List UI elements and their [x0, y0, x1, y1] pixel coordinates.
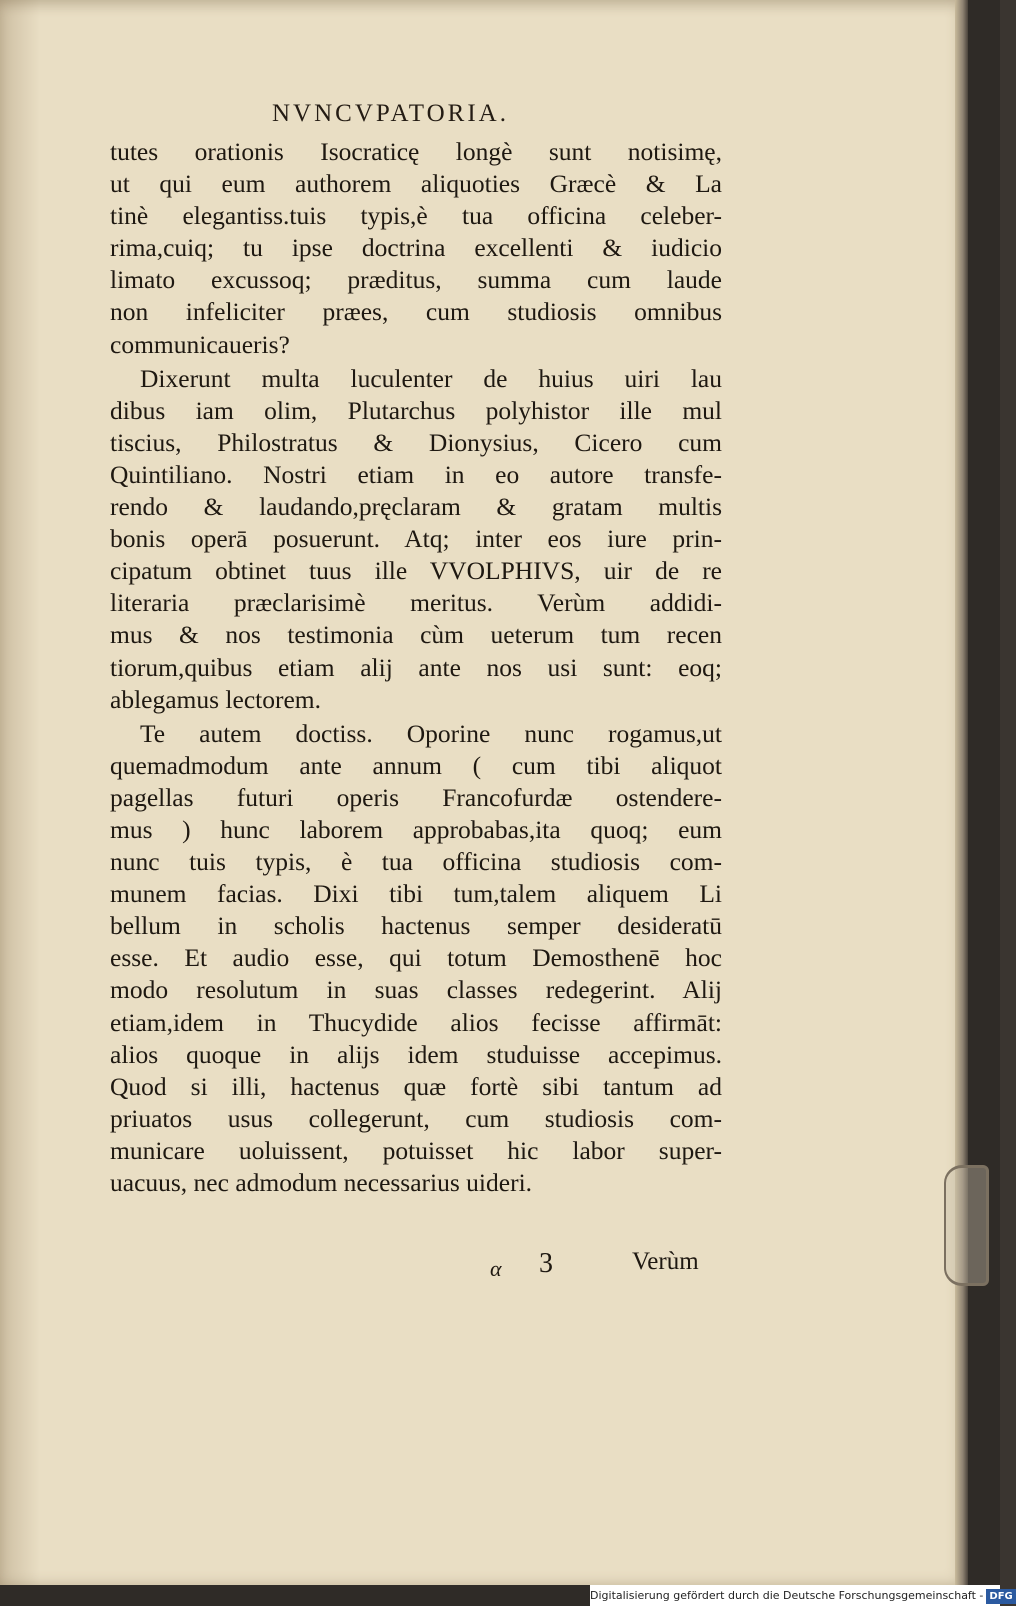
text-line: dibus iam olim, Plutarchus polyhistor ille mul — [110, 395, 722, 425]
text-line: tutes orationis Isocraticę longè sunt notisimę, — [110, 137, 722, 166]
text-line: ablegamus lectorem. — [110, 684, 321, 714]
text-line: Dixerunt multa luculenter de huius uiri lau — [140, 363, 722, 393]
running-title: NVNCVPATORIA. — [272, 100, 509, 127]
paragraph — [110, 136, 722, 361]
text-line: rendo & laudando,pręclaram & gratam multis — [110, 492, 722, 522]
text-line: nunc tuis typis, è tua officina studiosis com- — [110, 847, 722, 877]
text-line: non infeliciter præes, cum studiosis omnibus — [110, 297, 722, 327]
text-line: mus ) hunc laborem approbabas,ita quoq; eum — [110, 814, 722, 844]
text-line: esse. Et audio esse, qui totum Demosthenē hoc — [110, 943, 722, 973]
text-line: etiam,idem in Thucydide alios fecisse affirmāt: — [110, 1007, 722, 1037]
text-line: tiscius, Philostratus & Dionysius, Cicero cum — [110, 427, 722, 457]
text-line: municare uoluissent, potuisset hic labor super- — [110, 1135, 722, 1165]
text-line: uacuus, nec admodum necessarius uideri. — [110, 1168, 533, 1197]
text-line: limato excussoq; præditus, summa cum laude — [110, 265, 722, 295]
digitization-credit — [590, 1585, 1013, 1606]
text-line: literaria præclarisimè meritus. Verùm addidi- — [110, 588, 722, 618]
text-line: bellum in scholis hactenus semper desideratū — [110, 911, 722, 941]
text-line: pagellas futuri operis Francofurdæ ostendere- — [110, 782, 722, 812]
text-line: Quintiliano. Nostri etiam in eo autore transfe- — [110, 459, 722, 489]
spine-shadow — [0, 0, 40, 1585]
text-line: priuatos usus collegerunt, cum studiosis com- — [110, 1103, 722, 1133]
credit-text: Digitalisierung gefördert durch die Deutsche Forschungsgemeinschaft - — [590, 1589, 984, 1602]
page-edge — [955, 0, 968, 1585]
dfg-logo: DFG — [986, 1589, 1015, 1604]
page-footer — [0, 1246, 968, 1286]
text-line: tiorum,quibus etiam alij ante nos usi sunt: eoq; — [110, 652, 722, 682]
text-line: rima,cuiq; tu ipse doctrina excellenti & iudicio — [110, 233, 722, 263]
text-line: quemadmodum ante annum ( cum tibi aliquot — [110, 750, 722, 780]
catchword: Verùm — [632, 1248, 699, 1275]
text-line: Quod si illi, hactenus quæ fortè sibi tantum ad — [110, 1071, 722, 1101]
body-text — [110, 136, 722, 1199]
paragraph — [110, 718, 722, 1199]
text-line: tinè elegantiss.tuis typis,è tua officina celeber- — [110, 201, 722, 231]
text-line: ut qui eum authorem aliquoties Græcè & La — [110, 169, 722, 199]
page-clip — [944, 1165, 989, 1286]
text-line: bonis operā posuerunt. Atq; inter eos iure prin- — [110, 524, 722, 554]
text-line: modo resolutum in suas classes redegerint. Alij — [110, 975, 722, 1005]
signature-mark: α — [490, 1256, 502, 1281]
text-line: munem facias. Dixi tibi tum,talem aliquem Li — [110, 879, 722, 909]
text-line: Te autem doctiss. Oporine nunc rogamus,ut — [140, 718, 722, 748]
paragraph — [110, 363, 722, 716]
signature-number: 3 — [539, 1248, 553, 1279]
text-line: cipatum obtinet tuus ille VVOLPHIVS, uir de re — [110, 556, 722, 586]
text-line: alios quoque in alijs idem studuisse accepimus. — [110, 1039, 722, 1069]
text-line: communicaueris? — [110, 329, 290, 359]
text-line: mus & nos testimonia cùm ueterum tum recen — [110, 620, 722, 650]
